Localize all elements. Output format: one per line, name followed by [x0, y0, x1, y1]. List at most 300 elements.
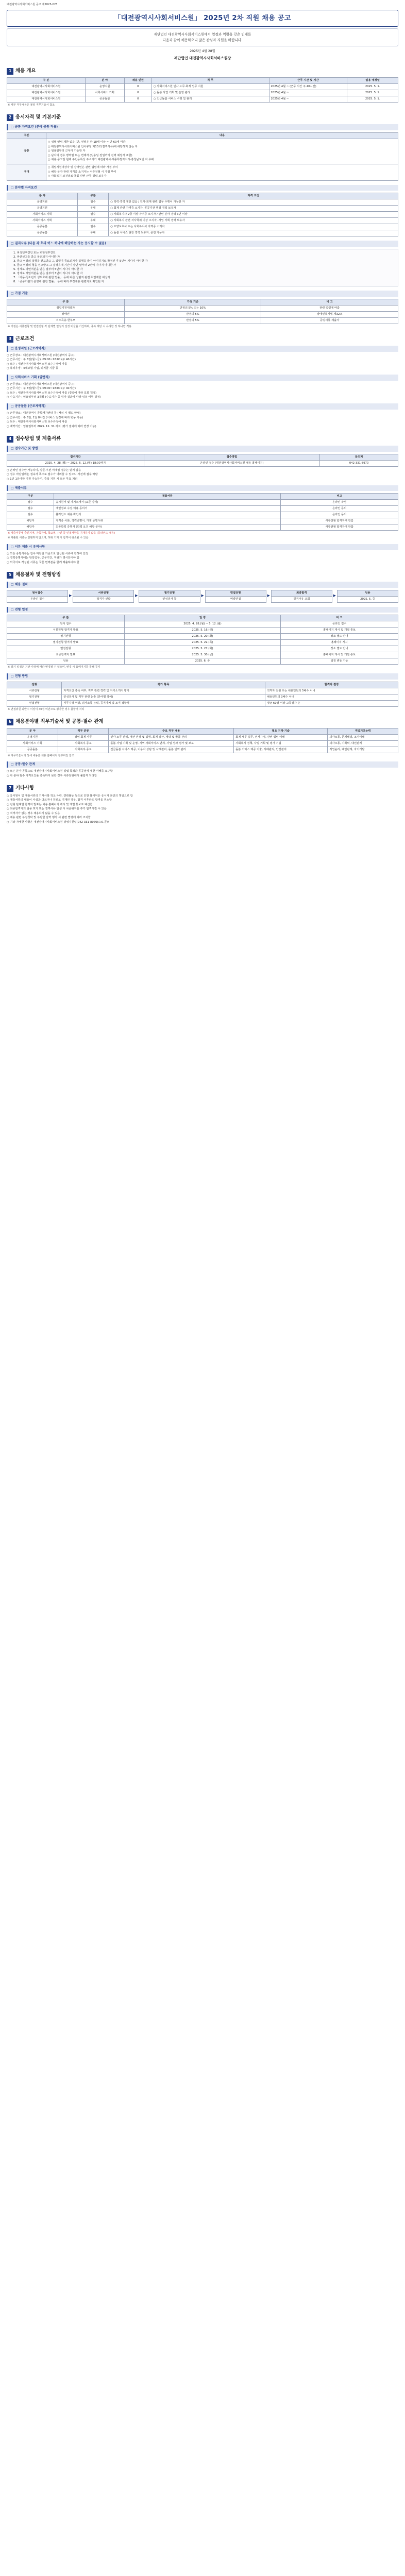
qualify-body — [7, 139, 398, 180]
intro-line-1: 재단법인 대전광역시사회서비스원에서 열정과 역량을 갖춘 인재를 — [154, 32, 251, 37]
table-row — [7, 518, 398, 524]
table-cell: 만점의 5% 또는 10% — [124, 306, 261, 312]
schedule-body — [7, 621, 398, 665]
table-cell: 홈페이지 게시 및 개별 통보 — [281, 628, 398, 634]
list-item: ○ 채용 관련 부정청탁 및 부당한 압력 행사 시 관련 법령에 따라 조치함 — [7, 816, 91, 820]
process-step-title: 원서접수 — [7, 590, 68, 597]
column-header: 구분 — [7, 132, 46, 139]
table-cell: 필수 — [77, 199, 109, 206]
list-item: ○ 대전광역시사회서비스원 인사규정 제13조(결격사유)에 해당하지 않는 자 — [47, 145, 138, 148]
table-cell: 온라인 동의 — [281, 512, 398, 518]
list-item: ○ 적격자가 없는 경우 채용하지 않을 수 있음 — [7, 811, 60, 815]
table-cell: 서류전형 — [7, 688, 62, 694]
table-cell: 운영지원 — [7, 199, 78, 206]
disqualification-list — [7, 249, 398, 286]
bonus-table — [7, 299, 398, 324]
list-item: 6. 징계로 해임처분을 받은 날부터 3년이 지나지 아니한 자 — [13, 272, 83, 276]
column-header: 필요 지식·기술 — [234, 728, 328, 734]
method-body — [7, 688, 398, 706]
column-header: 가점 기준 — [124, 299, 261, 306]
table-cell: ○ 돌봄 사업 기획 및 운영 관리 — [151, 90, 269, 96]
list-item: ○ 보수 : 대전광역시사회서비스원 보수규정에 따름 — [7, 362, 68, 366]
table-cell: 필기전형 — [7, 634, 125, 640]
column-header: 제출서류 — [54, 494, 281, 500]
table-row — [7, 164, 398, 180]
table-cell: 직무수행 역량, 의사소통 능력, 공직가치 및 조직 적합성 — [62, 700, 265, 706]
arrow-icon: ▶ — [267, 594, 270, 598]
work-list-1 — [7, 354, 398, 370]
table-cell: 2025년 4월 ~ — [269, 90, 347, 96]
list-item: ○ 취업지원대상자 및 장애인은 관련 법령에 따라 가점 부여 — [47, 166, 118, 170]
list-item: ○ 각 분야 필수 자격요건을 충족하지 못한 경우 서류전형에서 불합격 처리함 — [7, 774, 97, 777]
table-cell: 2025. 5. 20.(화) — [124, 634, 281, 640]
column-header: 주요 직무 내용 — [109, 728, 234, 734]
table-row — [7, 747, 398, 753]
list-item: ○ 기타 자세한 사항은 대전광역시사회서비스원 경영지원팀(042-331-8970)으로 문의 — [7, 820, 110, 824]
jobdesc-note: ※ 직무기술서의 상세 내용은 채용 홈페이지 첨부파일 참조 — [8, 754, 74, 757]
table-cell: 인성검사 및 직무 관련 논술 (분야별 상이) — [62, 694, 265, 700]
table-cell: 공공돌봄 — [7, 230, 78, 236]
table-cell: 온라인 작성 — [281, 500, 398, 506]
column-header: 내용 — [46, 132, 398, 139]
jobdesc-table — [7, 728, 398, 753]
process-step-desc: 결격사유 조회 — [293, 597, 310, 601]
table-cell: 최종합격자 발표 — [7, 652, 125, 658]
table-row — [7, 218, 398, 224]
list-item: ○ 계약기간 : 임용일부터 2025. 12. 31.까지 (평가 결과에 따라 연장 가능) — [7, 425, 96, 428]
list-item: 3. 금고 이상의 실형을 선고받고 그 집행이 종료되거나 집행을 받지 아니하기로 확정된 후 5년이 지나지 아니한 자 — [13, 260, 148, 263]
table-cell: ○ 요양보호사 또는 사회복지사 자격증 소지자 — [109, 224, 398, 230]
process-step-desc: 적격자 선발 — [96, 597, 111, 601]
documents-body — [7, 500, 398, 531]
table-cell: 2025. 5. 16.(금) — [124, 628, 281, 634]
process-step-desc: 인성검사 등 — [162, 597, 177, 601]
list-item: ○ 응시원서 및 제출서류의 기재사항 착오·누락, 연락불능 등으로 인한 불이익은 응시자 본인의 책임으로 함 — [7, 794, 133, 798]
table-cell — [46, 139, 398, 164]
table-row — [7, 506, 398, 512]
schedule-header-row — [7, 615, 398, 621]
table-cell: ○ 돌봄 서비스 현장 경력 보유자, 운전 가능자 — [109, 230, 398, 236]
table-cell: 만점의 5% — [124, 312, 261, 318]
qualify-detail-header-row — [7, 193, 398, 199]
column-header: 구 분 — [7, 78, 86, 84]
process-step-desc: 역량면접 — [230, 597, 241, 601]
method-table — [7, 682, 398, 707]
table-cell: 사회복지·종교 — [58, 747, 109, 753]
table-cell: 해당자 — [7, 518, 54, 524]
section-title: 응시자격 및 기본기준 — [15, 114, 61, 121]
jobdesc-body — [7, 734, 398, 753]
overview-table — [7, 77, 398, 103]
list-item: ○ 모든 분야 공통으로 대전광역시사회서비스원 설립 목적과 공공성에 대한 이해를 요구함 — [7, 770, 113, 773]
column-header: 근무 시간 및 기간 — [269, 78, 347, 84]
column-header: 채용 인원 — [124, 78, 151, 84]
table-row — [7, 634, 398, 640]
announcement-org: 재단법인 대전광역시사회서비스원장 — [174, 56, 231, 60]
table-cell: ○ 학력·경력 제한 없음 / 인사·회계 관련 업무 수행이 가능한 자 — [109, 199, 398, 206]
table-cell: 대전광역시사회서비스원 — [7, 90, 86, 96]
column-header: 직 무 — [151, 78, 269, 84]
bonus-note: ※ 가점은 서류전형 및 면접전형 각 단계별 만점의 일정 비율을 가산하며, 중복 해당 시 유리한 것 하나만 적용 — [8, 325, 132, 328]
column-header: 문의처 — [320, 454, 398, 460]
list-item: ○ 남자의 경우 병역필 또는 면제자 (임용일 전일까지 전역 예정자 포함) — [47, 154, 132, 157]
list-item: ○ 채용 공고일 현재 주민등록상 주소지가 대전광역시·세종특별자치시·충청남도인 자 우대 — [47, 158, 154, 162]
bonus-body — [7, 306, 398, 324]
section-overview — [7, 68, 398, 75]
arrow-icon: ▶ — [135, 594, 138, 598]
table-cell: 의사소통, 기획력, 대인관계 — [328, 740, 398, 747]
work-bar-2: □ 사회서비스 기획 (일반직) — [7, 375, 398, 381]
qualify-bar-detail: □ 분야별 자격요건 — [7, 185, 398, 191]
qualify-detail-table — [7, 193, 398, 236]
section-title: 채용분야별 직무기술서 및 공통·필수 관계 — [15, 718, 104, 724]
process-step-title: 면접전형 — [206, 590, 266, 597]
table-cell: 온라인 접수 (대전광역시사회서비스원 채용 홈페이지) — [144, 460, 320, 466]
process-step-desc: 2025. 5. 중 — [360, 597, 375, 601]
table-row — [7, 628, 398, 634]
table-cell: 우대 — [77, 206, 109, 212]
table-cell: 채용인원의 3배수 이내 — [265, 694, 398, 700]
section-title: 채용 개요 — [15, 68, 36, 74]
table-cell: 서류전형 합격자에 한함 — [281, 518, 398, 524]
row-label: 우대 — [7, 164, 46, 180]
section-jobdesc — [7, 719, 398, 725]
table-cell: 공공돌봄 — [7, 224, 78, 230]
apply-table — [7, 454, 398, 467]
table-cell: 2025. 5. 1. — [347, 90, 398, 96]
table-cell: 응시원서 및 자기소개서 (표준 양식) — [54, 500, 281, 506]
list-item: 2. 파산선고를 받고 복권되지 아니한 자 — [13, 256, 60, 259]
list-item: ○ 최종합격자의 임용 포기 또는 결격사유 발생 시 차순위자를 추가 합격시킬 수 있음 — [7, 807, 107, 811]
table-row — [7, 212, 398, 218]
apply-header-row — [7, 454, 398, 460]
table-cell: 관련 법령에 따름 — [261, 306, 398, 312]
table-row — [7, 139, 398, 164]
table-cell: 2025. 6. 중 — [124, 658, 281, 665]
table-cell: 사회복지 정책, 사업 기획 및 평가 기법 — [234, 740, 328, 747]
column-header: 직무 분류 — [58, 728, 109, 734]
process-step — [271, 590, 332, 603]
table-row — [7, 306, 398, 312]
list-item: ○ 전형 단계별 합격자 발표는 채용 홈페이지 게시 및 개별 통보로 대신함 — [7, 803, 93, 806]
table-row — [7, 658, 398, 665]
process-bar-3: □ 전형 방법 — [7, 673, 398, 680]
table-cell: 면접전형 — [7, 646, 125, 652]
apply-row — [7, 460, 398, 466]
table-row — [7, 621, 398, 628]
list-item: 4. 금고 이상의 형을 선고받고 그 집행유예 기간이 끝난 날부터 2년이 지나지 아니한 자 — [13, 264, 116, 267]
list-item: ○ 온라인 접수만 가능하며, 방문·우편·이메일 접수는 받지 않음 — [7, 468, 81, 472]
table-cell: 의사소통, 문제해결, 조직이해 — [328, 734, 398, 740]
table-cell: 필기전형 합격자 발표 — [7, 640, 125, 646]
column-header: 평가 항목 — [62, 682, 265, 688]
table-cell: 대전광역시사회서비스원 — [7, 96, 86, 103]
table-cell: 장소 별도 안내 — [281, 646, 398, 652]
table-cell: 만점의 5% — [124, 318, 261, 324]
column-header: 비 고 — [281, 615, 398, 621]
apply-bar-3: □ 서류 제출 시 유의사항 — [7, 544, 398, 550]
process-step-title: 임용 — [338, 590, 398, 597]
bonus-header-row — [7, 299, 398, 306]
process-step-desc: 온라인 접수 — [30, 597, 45, 601]
table-row — [7, 688, 398, 694]
qualify-header-row — [7, 132, 398, 139]
list-item: ○ 복리후생 : 4대보험 가입, 퇴직금 지급 등 — [7, 367, 58, 370]
table-cell: 사회서비스 기획 — [7, 212, 78, 218]
table-cell: 최종학력 증명서 (학력 요건 해당 분야) — [54, 524, 281, 531]
list-item: ○ 근무시간 : 주 5일, 1일 8시간 (서비스 일정에 따라 변동 가능) — [7, 416, 83, 419]
process-bar-2: □ 전형 일정 — [7, 607, 398, 613]
work-bar-3: □ 공공돌봄 (근로계약직) — [7, 403, 398, 410]
section-number: 7 — [7, 785, 13, 792]
table-cell: ○ 긴급돌봄 서비스 수행 및 관리 — [151, 96, 269, 103]
column-header: 직업기초능력 — [328, 728, 398, 734]
column-header: 비고 — [281, 494, 398, 500]
table-cell: 2025년 4월 ~ — [269, 96, 347, 103]
column-header: 접수기간 — [7, 454, 144, 460]
table-cell: 사회복지·종교 — [58, 740, 109, 747]
table-cell: 원서 접수 — [7, 621, 125, 628]
table-row — [7, 206, 398, 212]
apply-list-3 — [7, 552, 398, 565]
table-cell: 2025. 5. 1. — [347, 84, 398, 90]
process-bar-1: □ 채용 절차 — [7, 582, 398, 588]
table-row — [7, 90, 398, 96]
work-list-3 — [7, 412, 398, 428]
qualify-bar-disq: □ 결격사유 (다음 각 호의 어느 하나에 해당하는 자는 응시할 수 없음) — [7, 241, 398, 247]
table-cell: 운영지원 — [85, 84, 124, 90]
table-cell: 대전광역시사회서비스원 — [7, 84, 86, 90]
table-cell: 자격증 사본, 경력증명서, 가점 증빙서류 — [54, 518, 281, 524]
process-step — [73, 590, 134, 603]
table-cell: 온라인 접수 — [281, 621, 398, 628]
table-cell: 필수 — [7, 512, 54, 518]
table-cell: 온라인 동의 — [281, 506, 398, 512]
list-item: ○ 성별·연령 제한 없음 (단, 연령은 만 18세 이상 ~ 만 60세 미만) — [47, 141, 127, 144]
table-cell: 우대 — [77, 230, 109, 236]
table-row — [7, 96, 398, 103]
list-item: ○ 접수 마감일에는 접속자 폭주로 접수가 어려울 수 있으니 사전에 접수 바람 — [7, 473, 98, 477]
table-cell: 사회서비스 기획 — [85, 90, 124, 96]
qualify-common-table — [7, 132, 398, 181]
work-bar-1: □ 운영지원 (근로계약직) — [7, 346, 398, 352]
table-cell: 운영지원 — [7, 206, 78, 212]
schedule-table — [7, 615, 398, 665]
section-number: 5 — [7, 572, 13, 579]
table-cell: 0 — [124, 96, 151, 103]
column-header: 자격 요건 — [109, 193, 398, 199]
table-cell: 필기전형 — [7, 694, 62, 700]
column-header: 임용 예정일 — [347, 78, 398, 84]
table-cell: 홈페이지 게시 — [281, 640, 398, 646]
list-item: 5. 징계로 파면처분을 받은 날부터 5년이 지나지 아니한 자 — [13, 268, 83, 272]
table-cell: 필수 — [7, 500, 54, 506]
list-item: 7. 「아동·청소년의 성보호에 관한 법률」 등에 따른 성범죄 관련 취업제한 대상자 — [13, 276, 110, 280]
list-item: ○ 근무장소 : 대전광역시사회서비스원 (대전광역시 중구) — [7, 353, 75, 357]
table-row — [7, 84, 398, 90]
column-header: 합격자 결정 — [265, 682, 398, 688]
jobdesc-bar-2: □ 공통·필수 관계 — [7, 761, 398, 768]
table-cell: 장애인복지법 제32조 — [261, 312, 398, 318]
table-cell: 회계·세무 실무, 인사규정, 관련 법령 이해 — [234, 734, 328, 740]
table-cell: 운영지원 — [7, 734, 58, 740]
table-cell: ○ 사회복지 관련 석사학위 이상 소지자, 사업 기획 경력 보유자 — [109, 218, 398, 224]
table-cell: 긴급돌봄 서비스 제공, 이용자 상담 및 사례관리, 돌봄 인력 관리 — [109, 747, 234, 753]
table-row — [7, 312, 398, 318]
apply-list-1 — [7, 469, 398, 481]
list-item: ○ 보수 : 대전광역시사회서비스원 보수규정에 따름 — [7, 420, 68, 424]
table-row — [7, 734, 398, 740]
table-cell: 블라인드 채용 확인서 — [54, 512, 281, 518]
documents-table — [7, 493, 398, 531]
table-cell: 2025년 4월 ~ (근무 시간 주 40시간) — [269, 84, 347, 90]
table-cell: 자격요건 충족 여부, 직무 관련 경력 및 자기소개서 평가 — [62, 688, 265, 694]
table-cell: 돌봄 사업 기획 및 운영, 지역 사회서비스 연계, 사업 성과 평가 및 보고 — [109, 740, 234, 747]
table-cell: 서류전형 합격자에 한함 — [281, 524, 398, 531]
table-cell: 2025. 4. 28.(월) ~ 5. 12.(월) — [124, 621, 281, 628]
table-cell: 2025. 5. 22.(목) — [124, 640, 281, 646]
section-title: 접수방법 및 제출서류 — [15, 436, 61, 442]
table-row — [7, 694, 398, 700]
process-step — [205, 590, 266, 603]
table-row — [7, 646, 398, 652]
list-item: ○ 경력증명서에는 담당업무, 근무기간, 직위가 명시되어야 함 — [7, 556, 79, 560]
column-header: 일 정 — [124, 615, 281, 621]
table-cell: 042-331-8970 — [320, 460, 398, 466]
method-header-row — [7, 682, 398, 688]
table-cell: 홈페이지 게시 및 개별 통보 — [281, 652, 398, 658]
section-number: 3 — [7, 336, 13, 343]
list-item: ○ 임용일부터 근무가 가능한 자 — [47, 149, 86, 153]
table-cell: 2025. 5. 27.(화) — [124, 646, 281, 652]
column-header: 구분 — [77, 193, 109, 199]
announcement-date: 2025년 4월 28일 — [190, 49, 215, 53]
list-item: ○ 모든 증빙서류는 접수 마감일 기준으로 발급된 서류에 한하여 인정 — [7, 552, 88, 555]
section-etc — [7, 785, 398, 792]
table-cell: 경영·회계·사무 — [58, 734, 109, 740]
table-cell: 2025. 5. 1. — [347, 96, 398, 103]
column-header: 구 분 — [7, 615, 125, 621]
list-item: ○ 근무시간 : 주 5일(월~금), 09:00~18:00 (주 40시간) — [7, 387, 76, 391]
arrow-icon: ▶ — [201, 594, 204, 598]
apply-bar-1: □ 접수기간 및 방법 — [7, 446, 398, 452]
column-header: 접수방법 — [144, 454, 320, 460]
section-title: 기타사항 — [15, 785, 35, 791]
table-cell: 장애인 — [7, 312, 125, 318]
process-step-title: 최종합격 — [272, 590, 332, 597]
etc-lines — [7, 794, 398, 824]
documents-note-2: ※ 제출된 서류는 반환하지 않으며, 허위 기재 시 합격이 취소될 수 있음 — [8, 536, 89, 540]
table-cell: 돌봄 서비스 제공 기술, 사례관리, 안전관리 — [234, 747, 328, 753]
table-row — [7, 199, 398, 206]
list-item: ○ 근무시간 : 주 5일(월~금), 09:00~18:00 (주 40시간) — [7, 358, 76, 362]
qualify-detail-body — [7, 199, 398, 236]
section-work — [7, 336, 398, 343]
table-cell: ○ 사회복지사 2급 이상 자격증 소지자 / 관련 분야 경력 3년 이상 — [109, 212, 398, 218]
list-item: ○ 1인 1분야만 지원 가능하며, 중복 지원 시 모두 무효 처리 — [7, 477, 78, 481]
table-row — [7, 224, 398, 230]
title-box — [7, 10, 398, 27]
table-row — [7, 500, 398, 506]
table-row — [7, 524, 398, 531]
table-cell: 2025. 5. 30.(금) — [124, 652, 281, 658]
list-item: ○ 제출서류의 내용이 사실과 다르거나 허위로 기재된 경우, 합격 이후라도 합격을 취소함 — [7, 799, 112, 802]
table-cell: 필수 — [77, 224, 109, 230]
section-number: 4 — [7, 436, 13, 443]
table-cell: 사회서비스 기획 — [7, 740, 58, 747]
table-cell: 증빙서류 제출자 — [261, 318, 398, 324]
overview-note: ※ 세부 직무내용은 붙임 직무기술서 참조 — [8, 104, 55, 107]
list-item: ○ 근무장소 : 대전광역시 종합재가센터 등 (배치 시 별도 안내) — [7, 412, 81, 415]
page-title: 「대전광역시사회서비스원」 2025년 2차 직원 채용 공고 — [114, 14, 291, 22]
column-header: 구분 — [7, 494, 54, 500]
list-item: ○ 근무장소 : 대전광역시사회서비스원 (대전광역시 중구) — [7, 382, 75, 386]
table-cell: 저소득층·한부모 — [7, 318, 125, 324]
table-row — [7, 318, 398, 324]
section-title: 채용절차 및 전형방법 — [15, 571, 61, 578]
section-apply — [7, 436, 398, 443]
table-cell: 해당자 — [7, 524, 54, 531]
table-cell: 일정 변동 가능 — [281, 658, 398, 665]
table-row — [7, 652, 398, 658]
table-cell: 0 — [124, 90, 151, 96]
table-cell: 인사·노무 관리, 예산 편성 및 집행, 회계 결산, 계약 및 물품 관리 — [109, 734, 234, 740]
table-cell: ○ 사회서비스원 인사·노무·회계 업무 지원 — [151, 84, 269, 90]
process-step — [7, 590, 68, 603]
table-cell: 필수 — [77, 212, 109, 218]
table-cell: ○ 회계 관련 자격증 소지자, 공공기관 행정 경력 보유자 — [109, 206, 398, 212]
section-number: 6 — [7, 719, 13, 725]
qualify-bar-bonus: □ 가점 기준 — [7, 291, 398, 297]
process-step — [337, 590, 398, 603]
list-item: ○ 수습기간 : 임용일부터 3개월 (수습기간 중 평가 결과에 따라 임용 여부 결정) — [7, 396, 101, 399]
section-title: 근로조건 — [15, 336, 35, 342]
process-steps — [7, 590, 398, 603]
table-cell: 공공돌봄 — [7, 747, 58, 753]
table-cell: 서류전형 합격자 발표 — [7, 628, 125, 634]
process-step — [139, 590, 200, 603]
table-cell: 0 — [124, 84, 151, 90]
table-row — [7, 640, 398, 646]
process-step-title: 필기전형 — [139, 590, 199, 597]
column-header: 분 야 — [7, 193, 78, 199]
list-item: 1. 피성년후견인 또는 피한정후견인 — [13, 251, 56, 255]
table-row — [7, 700, 398, 706]
section-qualify — [7, 114, 398, 121]
jobdesc-lines — [7, 770, 398, 777]
overview-body — [7, 84, 398, 103]
column-header: 전형 — [7, 682, 62, 688]
table-cell: 필수 — [7, 506, 54, 512]
method-note: ※ 면접위원 과반수 이상이 40점 미만으로 평가한 경우 불합격 처리 — [8, 707, 85, 711]
table-cell: 2025. 4. 28.(월) ~ 2025. 5. 12.(월) 18:00까지 — [7, 460, 144, 466]
list-item: 8. 「공공기관의 운영에 관한 법률」 등에 따라 부정채용 관련자로 확인된 자 — [13, 280, 104, 284]
row-label: 공통 — [7, 139, 46, 164]
arrow-icon: ▶ — [333, 594, 336, 598]
table-cell: 임용 — [7, 658, 125, 665]
table-cell: 공공돌봄 — [85, 96, 124, 103]
table-cell: 적격자 전원 또는 채용인원의 5배수 이내 — [265, 688, 398, 694]
documents-header-row — [7, 494, 398, 500]
section-number: 1 — [7, 68, 13, 75]
column-header: 분 야 — [7, 728, 58, 734]
documents-note-1: ※ 제출서류에 출신지역, 가족관계, 학교명, 사진 등 인적사항을 기재하지 않음 (블라인드 채용) — [8, 532, 115, 535]
overview-header-row — [7, 78, 398, 84]
column-header: 분 야 — [85, 78, 124, 84]
schedule-note: ※ 상기 일정은 기관 사정에 따라 변경될 수 있으며, 변경 시 홈페이지를 통해 공지 — [8, 666, 100, 669]
list-item: ○ 외국어로 작성된 서류는 국문 번역본을 함께 제출하여야 함 — [7, 561, 79, 564]
jobdesc-header-row — [7, 728, 398, 734]
